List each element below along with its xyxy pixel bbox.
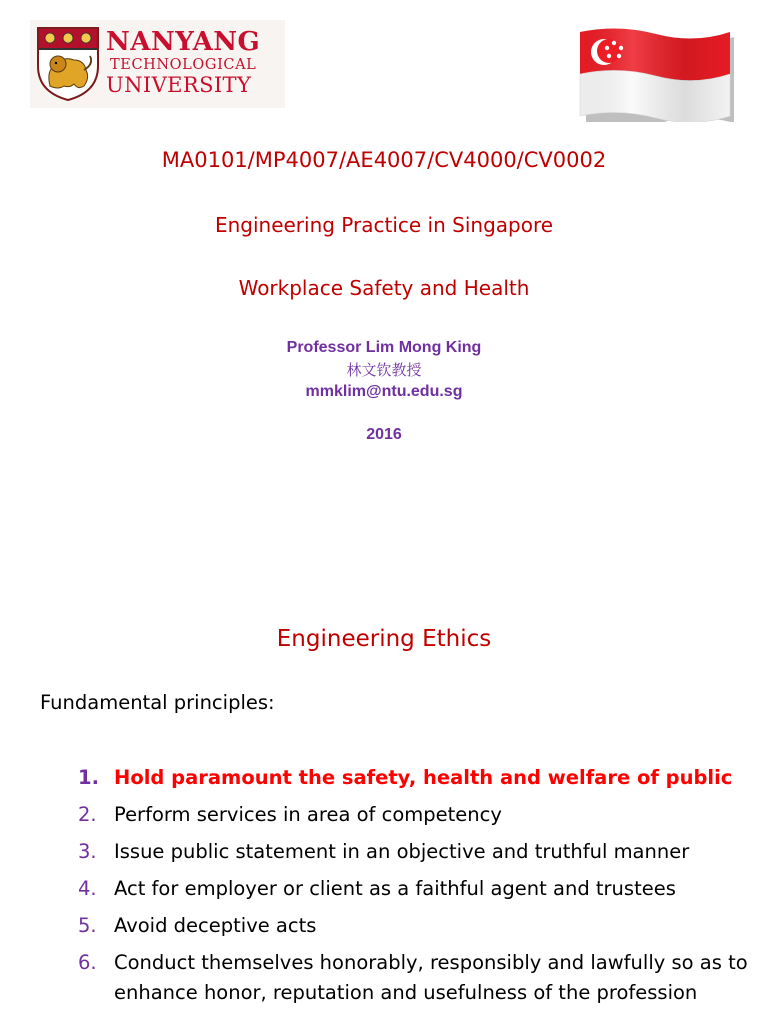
author-name-chinese: 林文钦教授	[346, 361, 422, 379]
logo-line-technological: TECHNOLOGICAL	[110, 57, 257, 73]
list-item	[78, 800, 748, 830]
logo-line-nanyang: NANYANG	[106, 27, 261, 57]
author-name: Professor Lim Mong King	[286, 339, 482, 356]
logo-wordmark	[106, 28, 260, 96]
item-number: 5.	[78, 914, 97, 937]
list-item	[78, 874, 748, 904]
item-number: 2.	[78, 803, 97, 826]
intro-text: Fundamental principles:	[40, 691, 275, 714]
principles-list	[78, 763, 748, 1015]
item-text: Hold paramount the safety, health and welfare of public	[114, 766, 733, 789]
slide-title: Engineering Ethics	[276, 626, 492, 652]
item-number: 6.	[78, 951, 97, 974]
ntu-logo	[30, 20, 285, 108]
list-item	[78, 911, 748, 941]
list-item	[78, 948, 748, 1008]
singapore-flag-icon	[578, 26, 734, 122]
item-number: 3.	[78, 840, 97, 863]
item-text: Avoid deceptive acts	[114, 914, 317, 937]
course-title: Engineering Practice in Singapore	[214, 213, 554, 237]
ethics-slide	[0, 576, 768, 1024]
item-text: Issue public statement in an objective and truthful manner	[114, 840, 690, 863]
item-number: 1.	[78, 766, 99, 789]
item-number: 4.	[78, 877, 97, 900]
topic-title: Workplace Safety and Health	[238, 276, 530, 300]
item-text: Perform services in area of competency	[114, 803, 502, 826]
list-item	[78, 837, 748, 867]
presentation-year: 2016	[366, 426, 402, 443]
item-text: Conduct themselves honorably, responsibly and lawfully so as to enhance honor, reputation and usefulness of the profession	[114, 951, 748, 1004]
author-email: mmklim@ntu.edu.sg	[305, 383, 463, 400]
item-text: Act for employer or client as a faithful agent and trustees	[114, 877, 676, 900]
ntu-crest-icon	[36, 26, 100, 102]
course-codes: MA0101/MP4007/AE4007/CV4000/CV0002	[161, 148, 607, 172]
list-item	[78, 763, 748, 793]
logo-line-university: UNIVERSITY	[106, 73, 252, 97]
